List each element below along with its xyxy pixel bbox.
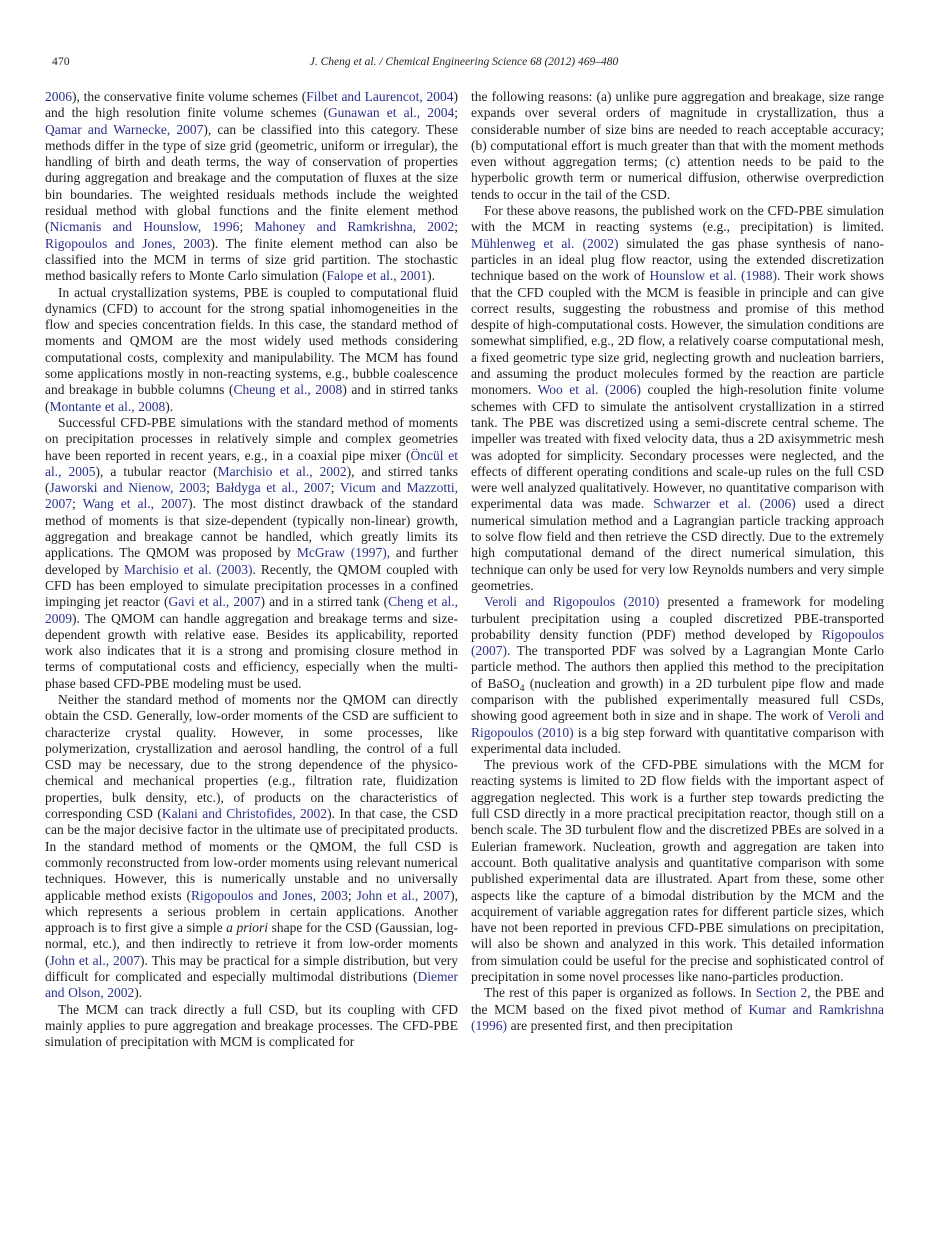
- citation-link[interactable]: Kumar and Ramkrishna (1996): [471, 1001, 885, 1033]
- text-run: . Recently, the QMOM coupled with CFD has been employed to simulate precipitation processes in a confined impinging jet reactor (: [45, 561, 458, 610]
- paragraph: [471, 594, 884, 757]
- citation-link[interactable]: Gavi et al., 2007: [168, 594, 261, 610]
- subscript-text: 4: [519, 683, 525, 694]
- paragraph: [471, 757, 884, 985]
- citation-link[interactable]: Hounslow et al. (1988): [649, 268, 777, 284]
- paragraph: [45, 1002, 458, 1051]
- text-run: ;: [72, 496, 83, 512]
- page-header: [45, 55, 883, 69]
- text-run: ;: [347, 887, 357, 903]
- text-run: presented a framework for modeling turbulent precipitation using a coupled discretized PBE-transported probability density function (PDF) method developed by: [471, 594, 884, 642]
- paragraph: [45, 415, 458, 692]
- text-run: ;: [206, 480, 216, 496]
- citation-link[interactable]: Öncül et al., 2005: [45, 447, 458, 479]
- citation-link[interactable]: Falope et al., 2001: [326, 268, 428, 284]
- text-run: ) and in stirred tanks (: [45, 382, 458, 414]
- text-run: ), the conservative finite volume schemes (: [72, 89, 307, 104]
- citation-link[interactable]: Montante et al., 2008: [49, 398, 166, 414]
- running-head: J. Cheng et al. / Chemical Engineering Science 68 (2012) 469–480: [309, 56, 619, 68]
- citation-link[interactable]: Gunawan et al., 2004: [327, 105, 455, 121]
- citation-link[interactable]: Rigopoulos and Jones, 2003: [191, 887, 348, 903]
- text-run: coupled the high-resolution finite volume schemes with CFD to simulate the antisolvent crystallization in a stirred tank. The PBE was discretized using a semi-discrete central scheme. The impeller was treated with fixed velocity data, thus a 2D axisymmetric mesh was adopted for simplicity. Secondary processes were neglected, and the effects of different operating conditions and scale-up rules on the full CSD were well analyzed qualitatively. However, no quantitative comparison with experimental data was made.: [471, 382, 885, 512]
- citation-link[interactable]: Diemer and Olson, 2002: [45, 969, 458, 1001]
- text-run: , and further developed by: [45, 545, 458, 577]
- paragraph: [471, 203, 884, 594]
- text-run: ).: [134, 985, 143, 1001]
- text-run: are presented first, and then precipitation: [507, 1017, 733, 1033]
- text-run: ) and in a stirred tank (: [260, 594, 389, 610]
- text-run: ). This may be practical for a simple distribution, but very difficult for complicated and especially multimodal distributions (: [45, 952, 458, 985]
- text-run: ), and stirred tanks (: [45, 463, 458, 496]
- text-run: In actual crystallization systems, PBE is coupled to computational fluid dynamics (CFD) to account for the strong spatial inhomogeneities in the flow and species concentration fields. In this case, the standard method of moments and QMOM are the most widely used methods considering computational costs, complexity and manipulability. The MCM has found some applications mostly in non-reacting systems, e.g., bubble coalescence and breakage in bubble columns (: [45, 284, 458, 398]
- text-run: the following reasons: (a) unlike pure aggregation and breakage, size range expands over several orders of magnitude in crystallization, thus a considerable number of size bins are needed to reach acceptable accuracy; (b) computational effort is much greater than that with the moment methods even without aggregation terms; (c) attention needs to be paid to the hyperbolic growth term or numerical diffusion, otherwise overprediction tends to occur in the tail of the CSD.: [471, 89, 884, 202]
- column-left: [45, 89, 458, 1051]
- citation-link[interactable]: Cheung et al., 2008: [233, 382, 343, 398]
- text-run: ;: [239, 219, 255, 235]
- citation-link[interactable]: Marchisio et al. (2003): [123, 561, 253, 577]
- citation-link[interactable]: John et al., 2007: [356, 887, 451, 903]
- citation-link[interactable]: Mühlenweg et al. (2002): [471, 235, 619, 251]
- citation-link[interactable]: Marchisio et al., 2002: [217, 463, 347, 479]
- text-run: ;: [330, 480, 340, 496]
- text-run: The MCM can track directly a full CSD, but its coupling with CFD mainly applies to pure aggregation and breakage processes. The CFD-PBE simulation of precipitation with MCM is complicated for: [45, 1001, 458, 1050]
- text-run: Neither the standard method of moments nor the QMOM can directly obtain the CSD. Generally, low-order moments of the CSD are sufficient to characterize crystal quality. However, in some processes, like polymerization, crystallization and aerosol handling, the control of a full CSD may be necessary, due to the strong dependence of the physico-chemical and mechanical properties (e.g., filtration rate, fluidization properties, bulk density, etc.), of products on the characteristics of corresponding CSD (: [45, 691, 458, 822]
- text-run: is a big step forward with quantitative comparison with experimental data included.: [471, 724, 884, 756]
- citation-link[interactable]: Bałdyga et al., 2007: [215, 480, 331, 496]
- text-run: ) and the high resolution finite volume schemes (: [45, 89, 458, 121]
- citation-link[interactable]: Kalani and Christofides, 2002: [161, 806, 328, 822]
- text-columns: [45, 89, 883, 1051]
- italic-text: a priori: [226, 920, 269, 936]
- text-run: , the PBE and the MCM based on the fixed pivot method of: [471, 985, 884, 1017]
- text-run: For these above reasons, the published work on the CFD-PBE simulation with the MCM in reacting systems (e.g., precipitation) is limited.: [471, 203, 884, 235]
- paragraph: [45, 285, 458, 415]
- citation-link[interactable]: Section 2: [755, 985, 808, 1001]
- text-run: ), a tubular reactor (: [95, 463, 218, 479]
- citation-link[interactable]: 2006: [45, 89, 72, 104]
- text-run: . Their work shows that the CFD coupled with the MCM is feasible in principle and can give correct results, suggesting the robustness and promise of this method despite of high-computational costs. However, the simulation conditions are somewhat simplified, e.g., 2D flow, a relatively coarse computational mesh, a fixed geometric type size grid, neglecting growth and nucleation barriers, and assuming the product molecules formed by the reaction are particle monomers.: [471, 268, 884, 398]
- citation-link[interactable]: Vicum and Mazzotti, 2007: [45, 480, 458, 512]
- citation-link[interactable]: Filbet and Laurencot, 2004: [306, 89, 454, 104]
- citation-link[interactable]: McGraw (1997): [296, 545, 387, 561]
- citation-link[interactable]: Woo et al. (2006): [537, 382, 641, 398]
- text-run: ). The most distinct drawback of the standard method of moments is that size-dependent (typically non-linear) growth, aggregation and breakage cannot be handled, which greatly limits its applications. The QMOM was proposed by: [45, 496, 458, 561]
- text-run: simulated the gas phase synthesis of nano-particles in an ideal plug flow reactor, using the extended discretization technique based on the work of: [471, 235, 884, 284]
- page-number: 470: [52, 56, 70, 68]
- citation-link[interactable]: Nicmanis and Hounslow, 1996: [49, 219, 240, 235]
- text-run: ).: [427, 268, 436, 284]
- citation-link[interactable]: Veroli and Rigopoulos (2010): [484, 594, 660, 610]
- citation-link[interactable]: Schwarzer et al. (2006): [653, 496, 796, 512]
- citation-link[interactable]: Wang et al., 2007: [82, 496, 189, 512]
- citation-link[interactable]: Veroli and Rigopoulos (2010): [471, 708, 884, 740]
- text-run: ), can be classified into this category. These methods differ in the type of size grid (geometric, uniform or irregular), the handling of birth and death terms, the way of conservation of properties during aggregation and breakage and the computation of fluxes at the size bin boundaries. The weighted residuals methods include the weighted residual method with global functions and the finite element method (: [45, 121, 458, 235]
- text-run: Successful CFD-PBE simulations with the standard method of moments on precipitation processes in relatively simple and complex geometries have been reported in recent years, e.g., in a coaxial pipe mixer (: [45, 414, 458, 463]
- paragraph: [45, 692, 458, 1002]
- text-run: ;: [454, 105, 458, 121]
- text-run: ).: [165, 398, 174, 414]
- text-run: (nucleation and growth) in a 2D turbulent pipe flow and made comparison with the published experimentally measured full CSDs, showing good agreement both in size and in shape. The work of: [471, 675, 884, 724]
- text-run: The rest of this paper is organized as follows. In: [484, 985, 756, 1001]
- text-run: ). The QMOM can handle aggregation and breakage terms and size-dependent growth with relative ease. Besides its applicability, reported work also indicates that it is a strong and promising closure method in terms of computational costs and efficiency, especially when the multi-phase based CFD-PBE modeling must be used.: [45, 610, 458, 691]
- text-run: shape for the CSD (Gaussian, log-normal, etc.), and then indirectly to retrieve it from low-order moments (: [45, 920, 458, 968]
- text-run: used a direct numerical simulation method and a Lagrangian particle tracking approach to solve flow field and then retrieve the CSD directly. Due to the extremely high computational demand of the direct numerical simulation, this technique can only be used for very low Reynolds numbers and very simple geometries.: [471, 496, 884, 593]
- paragraph: [471, 985, 884, 1034]
- citation-link[interactable]: Cheng et al., 2009: [45, 594, 458, 626]
- citation-link[interactable]: Mahoney and Ramkrishna, 2002: [254, 219, 455, 235]
- text-run: ), which represents a serious problem in certain applications. Another approach is to first give a simple: [45, 887, 459, 936]
- text-run: . The transported PDF was solved by a Lagrangian Monte Carlo particle method. The authors then applied this method to the precipitation of BaSO: [471, 643, 884, 691]
- citation-link[interactable]: Rigopoulos and Jones, 2003: [45, 235, 211, 251]
- text-run: ). In that case, the CSD can be the major decisive factor in the ultimate use of precipitated products. In the standard method of moments or the QMOM, the full CSD is commonly reconstructed from low-order moments using relevant numerical techniques. However, this is numerically unstable and no universally applicable method exists (: [45, 806, 458, 903]
- citation-link[interactable]: Qamar and Warnecke, 2007: [45, 121, 204, 137]
- text-run: ;: [454, 219, 458, 235]
- paragraph: [45, 89, 458, 285]
- citation-link[interactable]: John et al., 2007: [49, 952, 141, 968]
- paragraph: [471, 89, 884, 203]
- column-right: [471, 89, 884, 1051]
- citation-link[interactable]: Rigopoulos (2007): [471, 626, 884, 659]
- citation-link[interactable]: Jaworski and Nienow, 2003: [49, 480, 207, 496]
- text-run: The previous work of the CFD-PBE simulations with the MCM for reacting systems is limited to 2D flow fields with the important aspect of aggregation neglected. This work is a further step towards predicting the full CSD directly in a more practical precipitation reactor, though still on a bench scale. The 3D turbulent flow and the discretized PBEs are solved in a Eulerian framework. Nucleation, growth and aggregation are taken into account. Both qualitative analysis and quantitative comparison with some published experimental data are illustrated. Apart from these, some other aspects like the capture of a bimodal distribution by the MCM and the acquirement of variable aggregation rates for different particle sizes, which have not been reported in previous CFD-PBE simulations on precipitation, will also be shown and analyzed in this work. This detailed information from simulation could be useful for the precise and sophisticated control of precipitation in some novel processes like nano-particles production.: [471, 757, 884, 985]
- text-run: ). The finite element method can also be classified into the MCM in terms of size grid partition. The stochastic method basically refers to Monte Carlo simulation (: [45, 235, 458, 284]
